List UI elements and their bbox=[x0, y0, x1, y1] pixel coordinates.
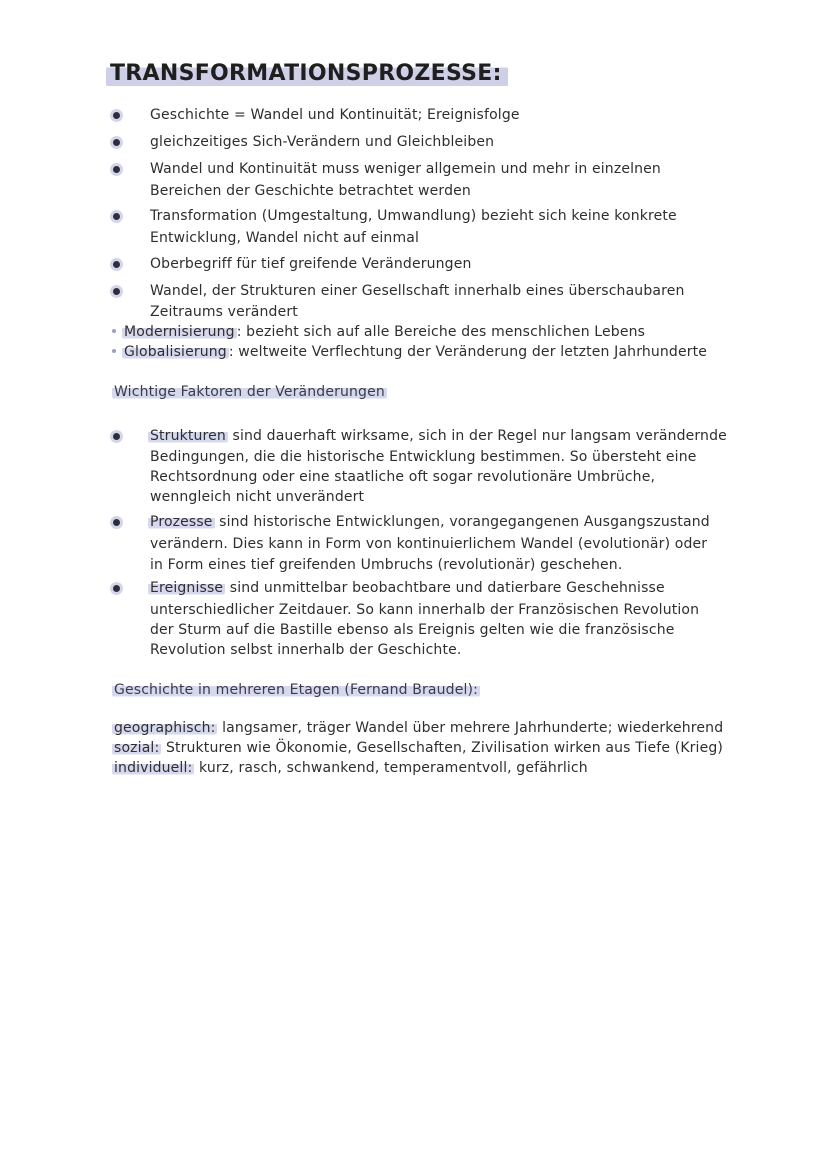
etage-line bbox=[112, 738, 723, 758]
factor-term: Strukturen bbox=[150, 428, 226, 444]
section-heading-text: Geschichte in mehreren Etagen (Fernand Braudel): bbox=[114, 682, 478, 698]
subitem-modernisierung bbox=[112, 322, 645, 342]
etage-term: geographisch: bbox=[114, 720, 216, 736]
factor-line: Bedingungen, die die historische Entwicklung bestimmen. So übersteht eine bbox=[150, 449, 697, 465]
factor-line: wenngleich nicht unverändert bbox=[150, 489, 365, 505]
etage-line bbox=[112, 758, 588, 778]
page-title: TRANSFORMATIONSPROZESSE: bbox=[106, 58, 508, 90]
factor-text bbox=[148, 512, 710, 532]
etage-line bbox=[112, 718, 723, 738]
factor-line: unterschiedlicher Zeitdauer. So kann innerhalb der Französischen Revolution bbox=[150, 602, 700, 618]
subitem-text: : weltweite Verflechtung der Veränderung der letzten Jahrhunderte bbox=[228, 344, 708, 360]
subitem-dot bbox=[112, 349, 116, 353]
bullet-dot bbox=[113, 213, 120, 220]
bullet-dot bbox=[113, 519, 120, 526]
bullet-dot bbox=[113, 585, 120, 592]
bullet-text: Entwicklung, Wandel nicht auf einmal bbox=[150, 230, 420, 246]
bullet-text: Geschichte = Wandel und Kontinuität; Ereignisfolge bbox=[150, 107, 520, 123]
etage-term: sozial: bbox=[114, 740, 160, 756]
section-heading bbox=[112, 680, 480, 700]
factor-text bbox=[148, 426, 727, 446]
bullet-dot bbox=[113, 261, 120, 268]
etage-text: kurz, rasch, schwankend, temperamentvoll, gefährlich bbox=[194, 760, 588, 776]
etage-term: individuell: bbox=[114, 760, 193, 776]
subitem-text: : bezieht sich auf alle Bereiche des menschlichen Lebens bbox=[236, 324, 646, 340]
subitem-globalisierung bbox=[112, 342, 707, 362]
factor-text bbox=[148, 578, 665, 598]
factor-line: sind dauerhaft wirksame, sich in der Regel nur langsam verändernde bbox=[227, 428, 727, 444]
section-heading-text: Wichtige Faktoren der Veränderungen bbox=[114, 384, 385, 400]
etage-text: Strukturen wie Ökonomie, Gesellschaften, Zivilisation wirken aus Tiefe (Krieg) bbox=[161, 740, 724, 756]
bullet-text: Wandel, der Strukturen einer Gesellschaft innerhalb eines überschaubaren bbox=[150, 283, 685, 299]
factor-term: Ereignisse bbox=[150, 580, 224, 596]
bullet-text: gleichzeitiges Sich-Verändern und Gleichbleiben bbox=[150, 134, 495, 150]
factor-term: Prozesse bbox=[150, 514, 213, 530]
factor-line: Revolution selbst innerhalb der Geschichte. bbox=[150, 642, 462, 658]
bullet-text: Oberbegriff für tief greifende Veränderungen bbox=[150, 256, 472, 272]
factor-line: Rechtsordnung oder eine staatliche oft sogar revolutionäre Umbrüche, bbox=[150, 469, 656, 485]
bullet-text: Wandel und Kontinuität muss weniger allgemein und mehr in einzelnen bbox=[150, 161, 661, 177]
subitem-dot bbox=[112, 329, 116, 333]
subitem-term: Modernisierung bbox=[124, 324, 235, 340]
bullet-text: Zeitraums verändert bbox=[150, 304, 298, 320]
factor-line: sind unmittelbar beobachtbare und datierbare Geschehnisse bbox=[225, 580, 665, 596]
factor-line: in Form eines tief greifenden Umbruchs (revolutionär) geschehen. bbox=[150, 557, 623, 573]
bullet-text: Transformation (Umgestaltung, Umwandlung) bezieht sich keine konkrete bbox=[150, 208, 677, 224]
bullet-dot bbox=[113, 288, 120, 295]
bullet-dot bbox=[113, 166, 120, 173]
bullet-dot bbox=[113, 139, 120, 146]
section-heading bbox=[112, 382, 387, 402]
factor-line: der Sturm auf die Bastille ebenso als Ereignis gelten wie die französische bbox=[150, 622, 675, 638]
bullet-dot bbox=[113, 433, 120, 440]
subitem-term: Globalisierung bbox=[124, 344, 227, 360]
factor-line: verändern. Dies kann in Form von kontinuierlichem Wandel (evolutionär) oder bbox=[150, 536, 708, 552]
bullet-text: Bereichen der Geschichte betrachtet werden bbox=[150, 183, 471, 199]
bullet-dot bbox=[113, 112, 120, 119]
etage-text: langsamer, träger Wandel über mehrere Jahrhunderte; wiederkehrend bbox=[217, 720, 724, 736]
factor-line: sind historische Entwicklungen, vorangegangenen Ausgangszustand bbox=[214, 514, 710, 530]
